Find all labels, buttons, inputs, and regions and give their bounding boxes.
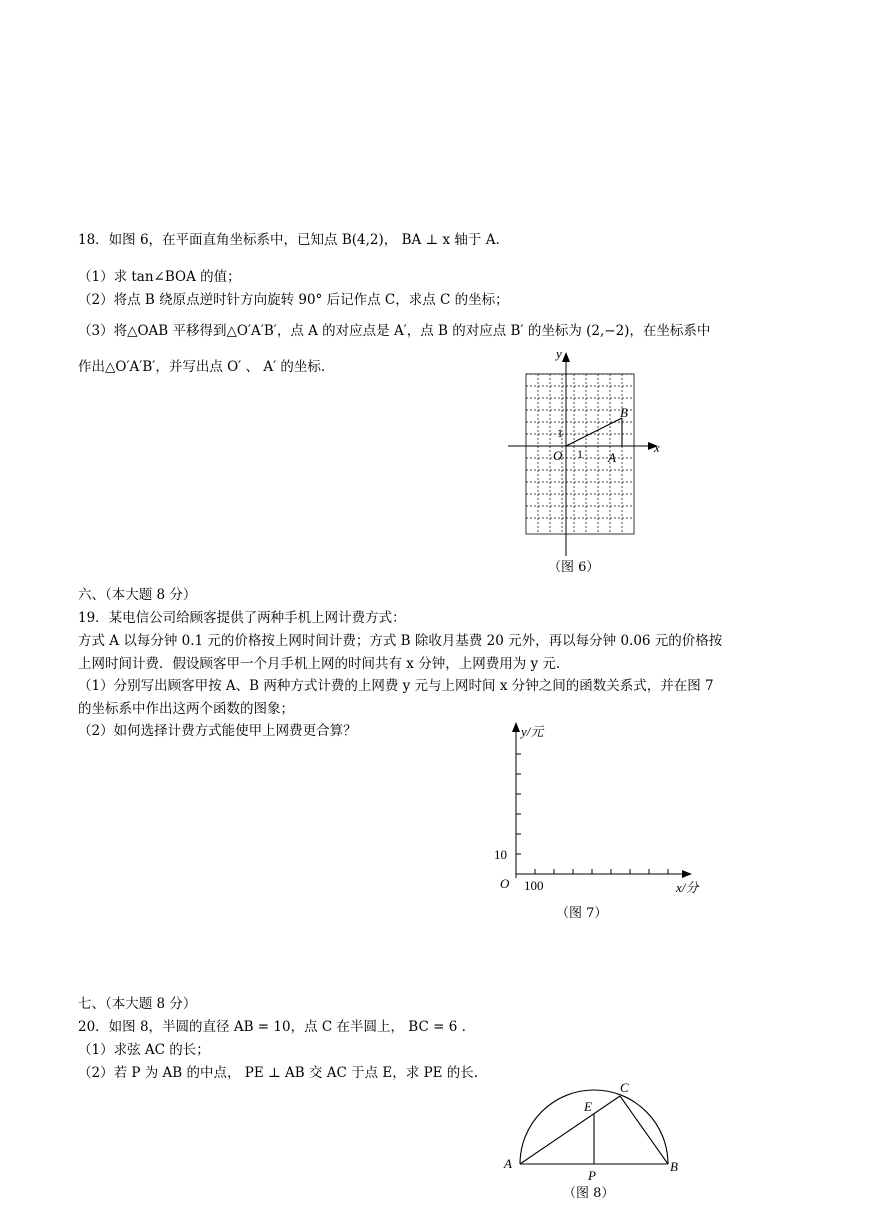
- y-axis-ticks: [516, 754, 521, 854]
- figure-8-caption: （图 8）: [563, 1186, 615, 1201]
- q19-part2: （2）如何选择计费方式能使甲上网费更合算？: [78, 723, 357, 739]
- label-10: 10: [494, 847, 507, 862]
- q18-part2: （2）将点 B 绕原点逆时针方向旋转 90° 后记作点 C，求点 C 的坐标；: [78, 292, 509, 308]
- q19-part-a: 方式 A 以每分钟 0.1 元的价格按上网时间计费；方式 B 除收月基费 20 元外，再以每分钟 0.06 元的价格按: [78, 633, 723, 649]
- q18-title: 18．如图 6，在平面直角坐标系中，已知点 B(4,2)， BA ⊥ x 轴于 A.: [78, 232, 500, 248]
- figure-7-caption: （图 7）: [556, 906, 608, 921]
- figure-8-svg: [500, 1078, 690, 1183]
- figure-8: [500, 1078, 690, 1183]
- q19-part1-cont: 的坐标系中作出这两个函数的图象；: [78, 701, 294, 717]
- label-y: y/元: [521, 724, 544, 739]
- label-y: y: [556, 346, 562, 361]
- q20-part1: （1）求弦 AC 的长；: [78, 1042, 210, 1058]
- q20-part2: （2）若 P 为 AB 的中点， PE ⊥ AB 交 AC 于点 E，求 PE 的长.: [78, 1065, 479, 1081]
- label-O: O: [553, 448, 563, 463]
- label-unit-x: 1: [577, 447, 583, 461]
- q20-title: 20．如图 8，半圆的直径 AB = 10，点 C 在半圆上， BC = 6 .: [78, 1019, 466, 1035]
- label-x: x: [654, 440, 660, 455]
- label-A: A: [608, 450, 616, 465]
- label-C: C: [620, 1080, 629, 1095]
- q19-part1: （1）分别写出顾客甲按 A、B 两种方式计费的上网费 y 元与上网时间 x 分钟之间的函数关系式，并在图 7: [78, 678, 714, 694]
- label-B: B: [620, 405, 628, 420]
- q19-part-b: 上网时间计费．假设顾客甲一个月手机上网的时间共有 x 分钟，上网费用为 y 元.: [78, 656, 561, 672]
- label-100: 100: [524, 878, 544, 893]
- chord-BC: [620, 1096, 668, 1164]
- label-unit-y: 1: [557, 426, 563, 440]
- x-axis-arrow-icon: [682, 870, 692, 878]
- q18-part1: （1）求 tan∠BOA 的值；: [78, 269, 241, 285]
- label-E: E: [584, 1099, 592, 1114]
- label-P: P: [588, 1168, 596, 1183]
- x-axis-ticks: [535, 869, 668, 874]
- label-x: x/分: [676, 880, 699, 895]
- figure-6: [500, 344, 675, 562]
- label-B: B: [670, 1159, 678, 1174]
- section-6-header: 六、（本大题 8 分）: [78, 587, 197, 603]
- q18-part3: （3）将△OAB 平移得到△O′A′B′，点 A 的对应点是 A′，点 B 的对应点 B′ 的坐标为 (2,−2)，在坐标系中: [78, 323, 711, 339]
- q19-title: 19．某电信公司给顾客提供了两种手机上网计费方式：: [78, 610, 406, 626]
- label-O: O: [500, 876, 510, 891]
- figure-7-svg: [490, 718, 720, 898]
- figure-6-svg: [500, 344, 675, 562]
- y-axis-arrow-icon: [562, 352, 570, 362]
- q18-part4: 作出△O′A′B′，并写出点 O′ 、 A′ 的坐标.: [78, 359, 326, 375]
- y-axis-arrow-icon: [512, 722, 520, 732]
- label-A: A: [504, 1156, 512, 1171]
- figure-6-caption: （图 6）: [548, 560, 600, 575]
- section-7-header: 七、（本大题 8 分）: [78, 996, 197, 1012]
- figure-7: [490, 718, 720, 898]
- chord-AC: [520, 1096, 620, 1164]
